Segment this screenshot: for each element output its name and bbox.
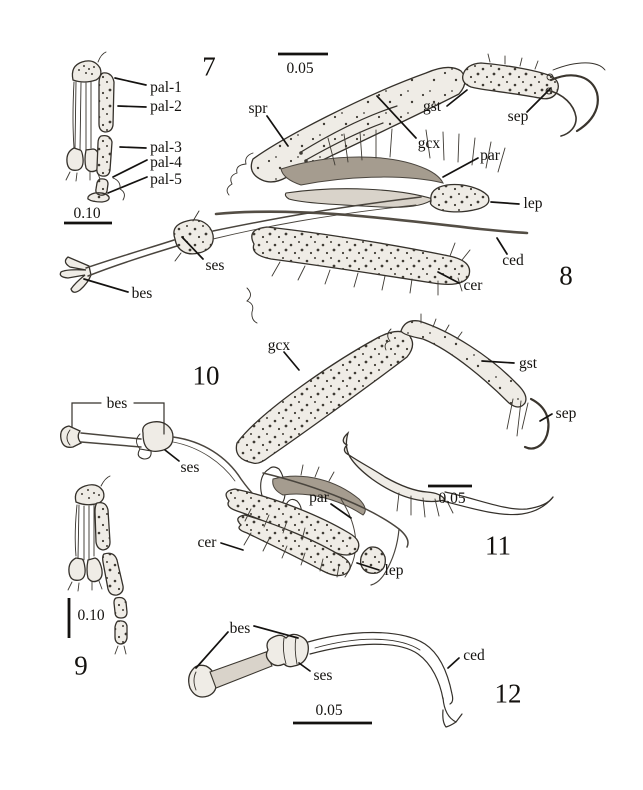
fig10-gonocoxite-speckle xyxy=(236,331,412,463)
fig9-lobe-setae xyxy=(68,581,102,591)
label-fig10-sep: sep xyxy=(555,405,577,422)
fig7-glossae-lobes xyxy=(67,148,100,172)
fig9-palp-tip-setae xyxy=(115,646,126,654)
fig8-lep-speckle xyxy=(430,185,488,212)
fig8-bes-tip xyxy=(60,257,91,292)
fig12-scale-label: 0.05 xyxy=(315,702,343,719)
fig11-scale-label: 0.05 xyxy=(438,490,466,507)
label-fig8-spr: spr xyxy=(248,100,268,117)
label-fig8-ses: ses xyxy=(205,257,225,274)
fig8-spur-socket xyxy=(299,151,303,155)
label-fig8-par: par xyxy=(480,147,500,164)
fig11-paramere-base xyxy=(343,433,445,502)
fig8-apical-seta xyxy=(553,63,605,70)
fig9-glossae xyxy=(75,505,94,560)
fig10-sep-claw xyxy=(525,399,548,449)
label-fig12-bes: bes xyxy=(229,620,251,637)
label-fig12-ced: ced xyxy=(463,647,485,664)
label-fig12-ses: ses xyxy=(313,667,333,684)
fig12-ses-bulb xyxy=(266,634,308,666)
fig8-drawing xyxy=(60,51,605,323)
fig12-number: 12 xyxy=(494,678,522,709)
fig10-number: 10 xyxy=(192,360,220,391)
fig9-scale-label: 0.10 xyxy=(77,607,105,624)
label-fig7-pal2: pal-2 xyxy=(150,98,182,115)
fig8-torn-edge3 xyxy=(247,288,257,323)
fig8-scale-label: 0.05 xyxy=(286,60,314,77)
fig9-head-seta xyxy=(101,476,110,486)
label-fig8-gcx: gcx xyxy=(417,135,441,152)
label-fig8-sep: sep xyxy=(507,108,529,125)
label-fig7-pal4: pal-4 xyxy=(150,154,182,171)
label-fig7-pal1: pal-1 xyxy=(150,79,182,96)
fig7-scale-label: 0.10 xyxy=(73,205,101,222)
fig10-drawing xyxy=(61,314,552,585)
fig8-cercus-speckle xyxy=(252,227,470,284)
label-fig10-gst: gst xyxy=(518,355,538,372)
label-fig10-cer: cer xyxy=(197,534,217,551)
label-fig10-gcx: gcx xyxy=(267,337,291,354)
fig12-shaft xyxy=(210,652,272,688)
label-fig10-ses: ses xyxy=(180,459,200,476)
fig10-aedeagus-shaft xyxy=(81,433,141,447)
label-fig10-bes: bes xyxy=(106,395,128,412)
label-fig8-bes: bes xyxy=(131,285,153,302)
label-fig10-par: par xyxy=(309,489,329,506)
label-fig8-gst: gst xyxy=(422,98,442,115)
fig10-bes-tip xyxy=(61,426,81,447)
label-fig8-lep: lep xyxy=(523,195,543,212)
fig7-lobe-setae xyxy=(66,171,100,181)
label-fig8-ced: ced xyxy=(502,252,524,269)
fig9-glossae-lobes xyxy=(69,558,102,582)
fig10-ses-bulb xyxy=(143,422,173,452)
label-fig10-lep: lep xyxy=(384,562,404,579)
fig9-number: 9 xyxy=(74,650,88,681)
fig7-head-capsule xyxy=(72,61,101,82)
fig8-number: 8 xyxy=(559,260,573,291)
fig9-palp-drawing xyxy=(68,476,127,654)
fig7-head-seta xyxy=(98,52,106,62)
fig7-number: 7 xyxy=(202,51,216,82)
fig7-palp-drawing xyxy=(64,52,147,223)
fig8-torn-edge xyxy=(227,153,253,195)
fig11-number: 11 xyxy=(485,530,511,561)
fig10-ses-lobe xyxy=(138,449,151,459)
label-fig8-cer: cer xyxy=(463,277,483,294)
label-fig7-pal5: pal-5 xyxy=(150,171,182,188)
label-fig7-pal3: pal-3 xyxy=(150,139,182,156)
fig8-aedeagus-shaft xyxy=(86,240,177,276)
fig7-glossae xyxy=(73,82,91,150)
fig12-bes-bell xyxy=(189,665,217,697)
